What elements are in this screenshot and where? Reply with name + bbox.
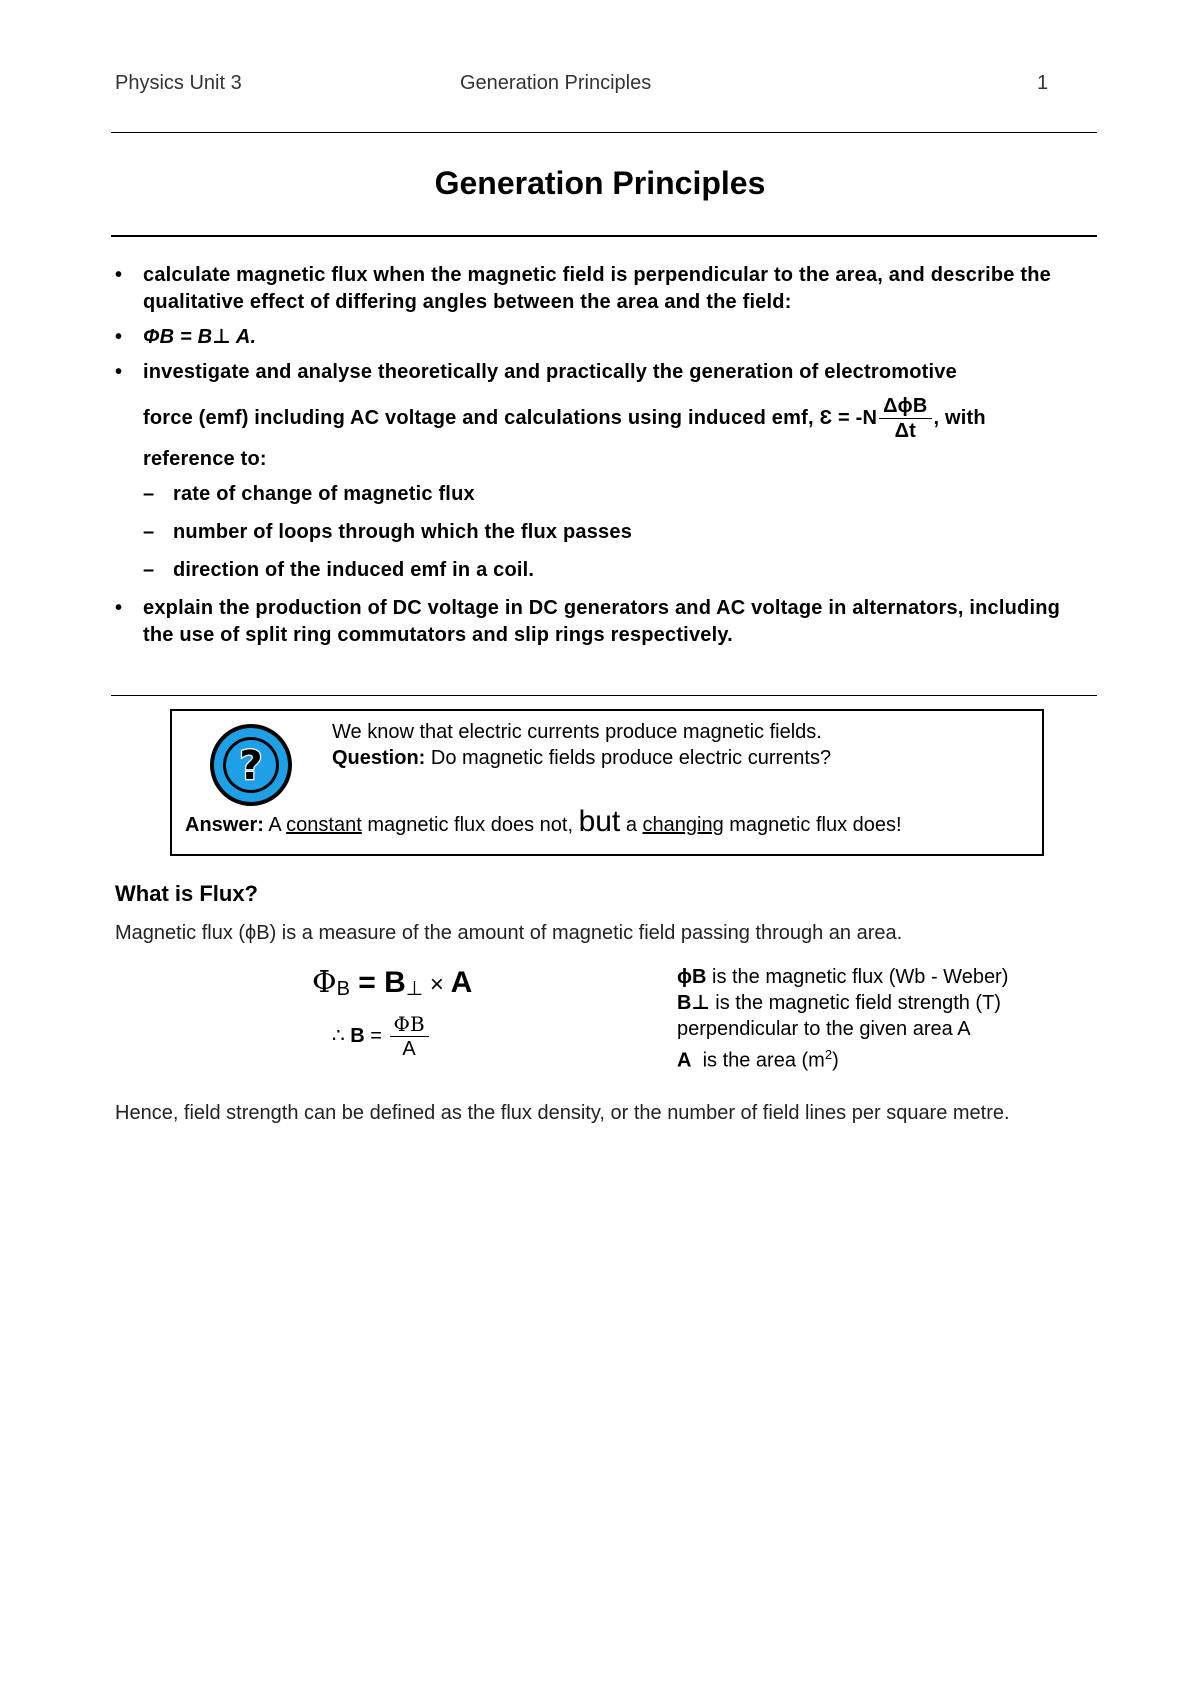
question-glyph: ? <box>239 743 263 789</box>
definition-row <box>677 990 1008 1016</box>
section-divider <box>111 695 1097 696</box>
flux-intro: Magnetic flux (ϕB) is a measure of the amount of magnetic field passing through an area. <box>115 922 903 944</box>
outcome-text: investigate and analyse theoretically and practically the generation of electromotive <box>143 361 957 383</box>
outcome-item <box>115 595 1095 649</box>
answer-changing: changing <box>642 814 724 836</box>
field-equation <box>332 1012 431 1061</box>
emf-text: force (emf) including AC voltage and calculations using induced emf, Ɛ = -N <box>143 407 878 429</box>
learning-outcomes <box>115 262 1095 657</box>
def-symbol: ϕB <box>677 966 707 988</box>
answer-constant: constant <box>286 814 362 836</box>
page-title: Generation Principles <box>434 165 766 201</box>
dash-icon: – <box>143 483 155 505</box>
emf-fraction-numerator: ΔϕB <box>879 394 931 419</box>
outcome-text: explain the production of DC voltage in DC generators and AC voltage in alternators, including the use of split ring commutators and slip rings respectively. <box>143 597 1061 646</box>
eq-rest: = B <box>349 966 406 999</box>
sub-item <box>115 481 1095 508</box>
def-symbol: B⊥ <box>677 992 710 1014</box>
def-text: is the area (m <box>691 1049 825 1072</box>
sub-item-text: number of loops through which the flux passes <box>173 521 633 543</box>
flux-equation <box>312 965 472 1001</box>
def-text: is the magnetic flux (Wb - Weber) <box>706 966 1009 988</box>
definition-row: perpendicular to the given area A <box>677 1018 971 1040</box>
flux-conclusion: Hence, field strength can be defined as the flux density, or the number of field lines per square metre. <box>115 1102 1010 1124</box>
bullet-icon: • <box>115 361 123 383</box>
title-divider <box>111 235 1097 237</box>
definition-row <box>677 1042 1008 1074</box>
header-center: Generation Principles <box>460 72 652 94</box>
def-symbol: A <box>677 1049 692 1072</box>
question-intro: We know that electric currents produce magnetic fields. <box>332 721 822 743</box>
outcome-item <box>115 359 1095 473</box>
bullet-icon: • <box>115 264 123 286</box>
emf-line <box>143 390 1095 446</box>
eq2-denominator: A <box>402 1038 416 1060</box>
question-box <box>170 709 1044 856</box>
def-text: is the magnetic field strength (T) <box>709 992 1001 1014</box>
header-left: Physics Unit 3 <box>115 72 242 94</box>
header-divider <box>111 132 1097 133</box>
answer-line <box>185 805 902 839</box>
emf-text-end: , with <box>933 407 986 429</box>
bullet-icon: • <box>115 597 123 619</box>
bullet-icon: • <box>115 326 123 348</box>
symbol-definitions <box>677 964 1008 1074</box>
page-number: 1 <box>1037 72 1049 94</box>
flux-heading: What is Flux? <box>115 881 258 906</box>
eq2-therefore: ∴ <box>332 1024 345 1047</box>
eq-phi: Φ <box>312 965 337 1000</box>
emf-fraction <box>879 394 931 443</box>
eq-phi-sub: B <box>336 978 350 1000</box>
def-superscript: 2 <box>824 1047 833 1062</box>
def-text: ) <box>832 1049 839 1072</box>
flux-formula-inline: ΦB = B⊥ A. <box>143 326 257 348</box>
question-text: Do magnetic fields produce electric currents? <box>425 747 832 769</box>
eq-times: × <box>423 971 451 998</box>
dash-icon: – <box>143 559 155 581</box>
question-label: Question: <box>332 747 426 769</box>
sub-item-text: rate of change of magnetic flux <box>173 483 475 505</box>
sub-item-text: direction of the induced emf in a coil. <box>173 559 535 581</box>
outcome-item <box>115 262 1095 316</box>
question-line <box>332 747 831 770</box>
sub-item <box>115 557 1095 584</box>
outcome-item <box>115 324 1095 351</box>
answer-text: a <box>620 814 643 836</box>
outcome-text: reference to: <box>143 448 267 470</box>
sub-item <box>115 519 1095 546</box>
answer-text: magnetic flux does! <box>723 814 902 836</box>
eq2-numerator: ΦB <box>390 1012 429 1037</box>
emf-fraction-denominator: Δt <box>894 420 917 443</box>
eq2-fraction <box>390 1012 429 1061</box>
answer-but: but <box>578 805 621 838</box>
outcome-text: calculate magnetic flux when the magnetic field is perpendicular to the area, and describe the qualitative effect of differing angles between the area and the field: <box>143 264 1051 313</box>
eq-perp: ⊥ <box>405 978 424 1000</box>
eq2-b: B <box>350 1024 365 1047</box>
eq-a: A <box>450 966 473 999</box>
question-mark-icon <box>207 721 295 814</box>
answer-text: magnetic flux does not, <box>361 814 579 836</box>
definition-row <box>677 964 1008 990</box>
answer-text: A <box>263 814 287 836</box>
dash-icon: – <box>143 521 155 543</box>
answer-label: Answer: <box>185 814 264 836</box>
eq2-equals: = <box>364 1024 388 1047</box>
